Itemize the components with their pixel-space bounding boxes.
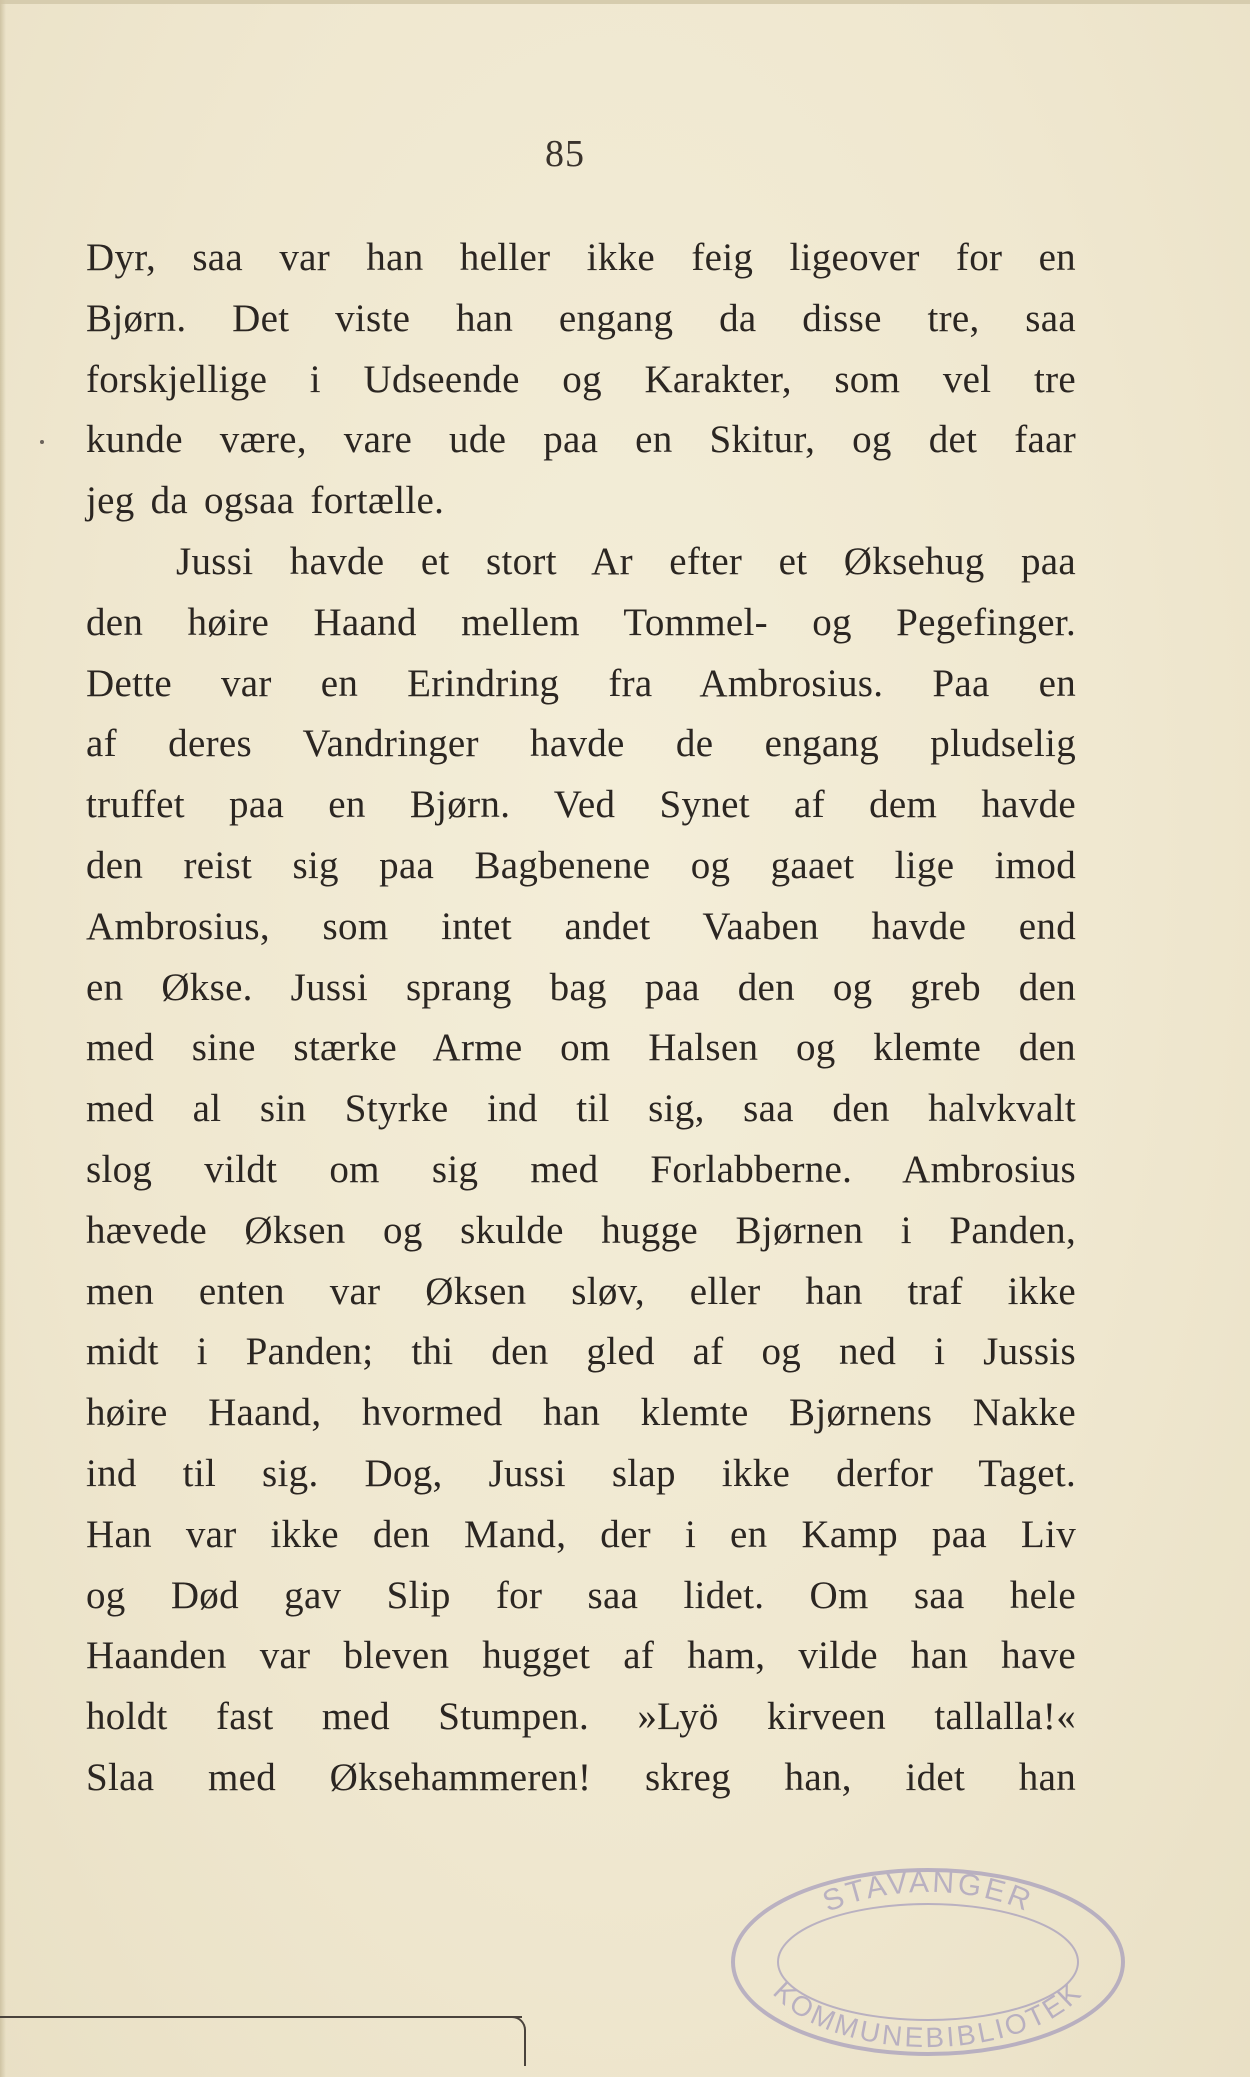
stamp-bottom-text: KOMMUNEBIBLIOTEK (767, 1975, 1089, 2054)
scan-speck (40, 440, 44, 444)
text-line: Han var ikke den Mand, der i en Kamp paa Liv (86, 1512, 1076, 1556)
text-line: Jussi havde et stort Ar efter et Øksehug paa (176, 539, 1076, 583)
text-line: Haanden var bleven hugget af ham, vilde han have (86, 1634, 1076, 1678)
text-line: slog vildt om sig med Forlabberne. Ambrosius (86, 1147, 1076, 1191)
text-line: midt i Panden; thi den gled af og ned i Jussis (86, 1330, 1076, 1374)
text-line: med al sin Styrke ind til sig, saa den halvkvalt (86, 1087, 1076, 1131)
text-line: Slaa med Øksehammeren! skreg han, idet han (86, 1755, 1076, 1799)
text-line: Dette var en Erindring fra Ambrosius. Paa en (86, 661, 1076, 705)
text-line: holdt fast med Stumpen. »Lyö kirveen tallalla!« (86, 1695, 1076, 1739)
page-left-edge (0, 0, 6, 2077)
text-line: Bjørn. Det viste han engang da disse tre, saa (86, 296, 1076, 340)
page-number: 85 (545, 133, 585, 175)
text-line: en Økse. Jussi sprang bag paa den og greb den (86, 965, 1076, 1009)
text-line: med sine stærke Arme om Halsen og klemte den (86, 1026, 1076, 1070)
text-line: men enten var Øksen sløv, eller han traf ikke (86, 1269, 1076, 1313)
text-body (86, 228, 1076, 1809)
text-line: ind til sig. Dog, Jussi slap ikke derfor Taget. (86, 1451, 1076, 1495)
page-top-edge (0, 0, 1250, 4)
text-line: forskjellige i Udseende og Karakter, som vel tre (86, 357, 1076, 401)
text-line: den høire Haand mellem Tommel- og Pegefinger. (86, 600, 1076, 644)
text-line: høire Haand, hvormed han klemte Bjørnens Nakke (86, 1391, 1076, 1435)
text-line: truffet paa en Bjørn. Ved Synet af dem havde (86, 783, 1076, 827)
text-line: og Død gav Slip for saa lidet. Om saa hele (86, 1573, 1076, 1617)
library-stamp (718, 1862, 1138, 2057)
text-line: den reist sig paa Bagbenene og gaaet lige imod (86, 843, 1076, 887)
text-line: kunde være, vare ude paa en Skitur, og det faar (86, 418, 1076, 462)
text-line: af deres Vandringer havde de engang pludselig (86, 722, 1076, 766)
text-line: Dyr, saa var han heller ikke feig ligeover for en (86, 236, 1076, 279)
text-line: jeg da ogsaa fortælle. (86, 479, 445, 523)
bottom-rule (0, 2016, 522, 2018)
bottom-rule-hook (512, 2016, 526, 2066)
stamp-top-text: STAVANGER (818, 1865, 1038, 1919)
text-line: hævede Øksen og skulde hugge Bjørnen i Panden, (86, 1208, 1076, 1252)
text-line: Ambrosius, som intet andet Vaaben havde end (86, 904, 1076, 948)
